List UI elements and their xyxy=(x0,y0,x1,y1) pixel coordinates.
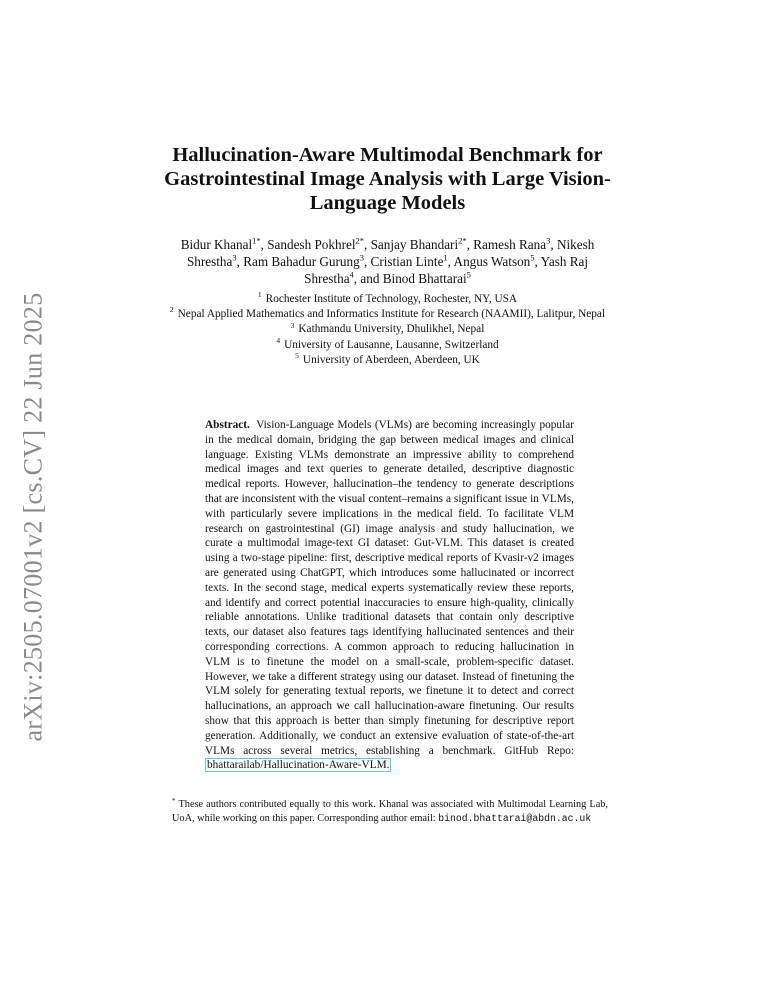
affiliation-text: University of Aberdeen, Aberdeen, UK xyxy=(302,353,480,366)
arxiv-identifier-text: arXiv:2505.07001v2 [cs.CV] 22 Jun 2025 xyxy=(19,292,49,742)
author-affiliation-mark: 1* xyxy=(252,235,261,246)
affiliation-text: Rochester Institute of Technology, Rochester, NY, USA xyxy=(265,293,518,305)
affiliation-number: 5 xyxy=(295,351,299,361)
author-affiliation-mark: 3 xyxy=(359,252,364,263)
author-affiliation-mark: 5 xyxy=(530,252,535,263)
author-separator: , xyxy=(466,237,474,252)
author-name: Angus Watson xyxy=(453,254,531,269)
affiliation-list xyxy=(160,292,615,368)
author-separator: , xyxy=(363,254,371,269)
author-name: Binod Bhattarai xyxy=(382,271,467,286)
affiliation-text: Nepal Applied Mathematics and Informatics Institute for Research (NAAMII), Lalitpur, Nepal xyxy=(177,308,606,321)
author-affiliation-mark: 2* xyxy=(355,235,364,246)
author-name: Cristian Linte xyxy=(370,254,444,269)
footnote-text: These authors contributed equally to this work. Khanal was associated with Multimodal Learning Lab, UoA, while working on this paper. Corresponding author email: xyxy=(172,799,608,824)
abstract xyxy=(205,418,574,773)
author-name: Bidur Khanal xyxy=(180,237,253,252)
author-name: Sandesh Pokhrel xyxy=(267,237,356,252)
author-separator: , xyxy=(447,254,454,269)
repo-label: GitHub Repo: xyxy=(504,744,575,757)
corresponding-email[interactable]: binod.bhattarai@abdn.ac.uk xyxy=(438,813,592,824)
arxiv-identifier-stamp xyxy=(2,282,66,752)
affiliation-item xyxy=(160,322,615,337)
affiliation-item xyxy=(160,335,615,353)
author-affiliation-mark: 3 xyxy=(232,252,237,263)
author-separator: , xyxy=(534,254,541,269)
affiliation-text: University of Lausanne, Lausanne, Switzerland xyxy=(284,338,499,351)
author-separator: , xyxy=(260,237,268,252)
footnote xyxy=(172,798,608,826)
affiliation-number: 1 xyxy=(257,290,262,300)
author-name: Nikesh Shrestha xyxy=(186,237,595,269)
affiliation-number: 4 xyxy=(276,335,281,345)
author-affiliation-mark: 4 xyxy=(349,269,354,280)
author-separator: , xyxy=(363,237,371,252)
author-name: Ramesh Rana xyxy=(473,237,547,252)
author-separator: , xyxy=(236,254,244,269)
footnote-mark: * xyxy=(172,796,176,805)
author-list xyxy=(160,236,615,287)
affiliation-text: Kathmandu University, Dhulikhel, Nepal xyxy=(298,323,485,336)
paper-title: Hallucination-Aware Multimodal Benchmark for Gastrointestinal Image Analysis with Large Vision-Language Models xyxy=(164,144,611,214)
affiliation-item xyxy=(160,307,615,322)
author-name: Sanjay Bhandari xyxy=(370,237,459,252)
author-name: Ram Bahadur Gurung xyxy=(243,254,360,269)
github-repo-link[interactable]: bhattarailab/Hallucination-Aware-VLM. xyxy=(207,759,390,772)
author-affiliation-mark: 1 xyxy=(443,252,448,263)
affiliation-item xyxy=(160,353,615,368)
abstract-body: Vision-Language Models (VLMs) are becoming increasingly popular in the medical domain, bridging the gap between medical images and clinical language. Existing VLMs demonstrate an impressive ability to comprehend medical images and text queries to generate detailed, descriptive diagnostic medical reports. However, hallucination–the tendency to generate descriptions that are inconsistent with the visual content–remains a significant issue in VLMs, with particularly severe implications in the medical field. To facilitate VLM research on gastrointestinal (GI) image analysis and study hallucination, we curate a multimodal image-text GI dataset: Gut-VLM. This dataset is created using a two-stage pipeline: first, descriptive medical reports of Kvasir-v2 images are generated using ChatGPT, which introduces some hallucinated or incorrect texts. In the second stage, medical experts systematically review these reports, and identify and correct potential inaccuracies to ensure high-quality, clinically reliable annotations. Unlike traditional datasets that contain only descriptive texts, our dataset also features tags identifying hallucinated sentences and their corresponding corrections. A common approach to reducing hallucination in VLM is to finetune the model on a small-scale, problem-specific dataset. However, we take a different strategy using our dataset. Instead of finetuning the VLM solely for generating textual reports, we finetune it to detect and correct hallucinations, an approach we call hallucination-aware finetuning. Our results show that this approach is better than simply finetuning for descriptive report generation. Additionally, we conduct an extensive evaluation of state-of-the-art VLMs across several metrics, establishing a benchmark. xyxy=(205,419,574,757)
abstract-label: Abstract. xyxy=(205,419,250,431)
affiliation-number: 2 xyxy=(169,305,174,315)
author-separator: , xyxy=(550,237,557,252)
affiliation-item xyxy=(160,292,615,307)
author-affiliation-mark: 5 xyxy=(466,269,471,280)
author-affiliation-mark: 3 xyxy=(546,235,551,246)
author-affiliation-mark: 2* xyxy=(458,235,467,246)
author-separator: , and xyxy=(353,271,383,286)
affiliation-number: 3 xyxy=(290,320,295,330)
author-name: Yash Raj Shrestha xyxy=(304,254,589,286)
